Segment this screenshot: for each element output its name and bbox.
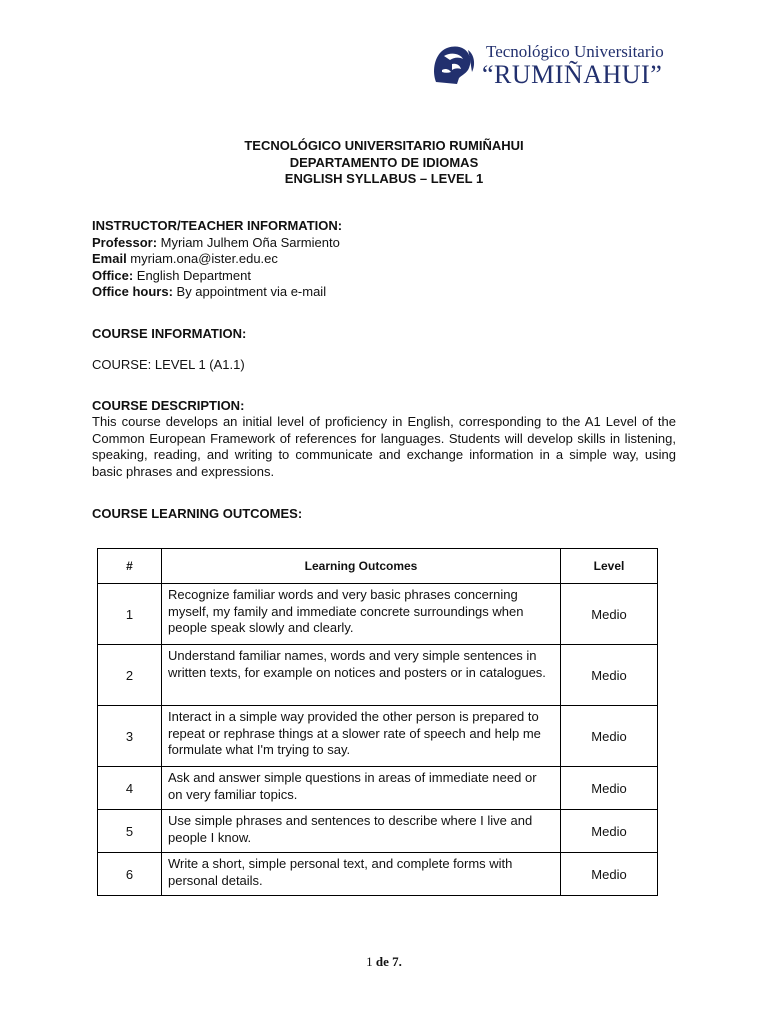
table-row xyxy=(98,584,658,645)
row-level: Medio xyxy=(561,767,658,810)
row-outcome: Use simple phrases and sentences to describe where I live and people I know. xyxy=(162,810,561,853)
email-line xyxy=(92,251,278,266)
row-number: 5 xyxy=(98,810,162,853)
table-row xyxy=(98,645,658,706)
office-hours-value: By appointment via e-mail xyxy=(172,284,327,299)
instructor-heading: INSTRUCTOR/TEACHER INFORMATION: xyxy=(92,218,343,233)
column-header-level: Level xyxy=(561,549,658,584)
office-hours-label: Office hours: xyxy=(92,284,173,299)
row-outcome: Recognize familiar words and very basic phrases concerning myself, my family and immediate concrete surroundings when people speak slowly and clearly. xyxy=(162,584,561,645)
office-hours-line xyxy=(92,284,326,299)
syllabus-title: ENGLISH SYLLABUS – LEVEL 1 xyxy=(284,171,484,186)
office-value: English Department xyxy=(133,268,251,283)
course-level: COURSE: LEVEL 1 (A1.1) xyxy=(92,357,245,372)
institution-title: TECNOLÓGICO UNIVERSITARIO RUMIÑAHUI xyxy=(244,138,524,153)
email-label: Email xyxy=(92,251,127,266)
row-level: Medio xyxy=(561,645,658,706)
course-description-text: This course develops an initial level of proficiency in English, corresponding to the A1 Level of the Common European Framework of references for languages. Students will develop skills in listening, speaking, reading, and writing to communicate and exchange information in a simple way, using basic phrases and expressions. xyxy=(92,414,676,479)
page-total: 7. xyxy=(392,954,402,969)
logo-text-line1: Tecnológico Universitario xyxy=(486,42,664,61)
column-header-outcomes: Learning Outcomes xyxy=(162,549,561,584)
row-level: Medio xyxy=(561,706,658,767)
table-row xyxy=(98,706,658,767)
office-line xyxy=(92,268,251,283)
department-title: DEPARTAMENTO DE IDIOMAS xyxy=(289,155,479,170)
column-header-number: # xyxy=(98,549,162,584)
course-description-heading: COURSE DESCRIPTION: xyxy=(92,398,245,413)
learning-outcomes-table xyxy=(97,548,658,896)
row-number: 6 xyxy=(98,853,162,896)
page-number xyxy=(0,954,768,970)
row-level: Medio xyxy=(561,810,658,853)
professor-value: Myriam Julhem Oña Sarmiento xyxy=(157,235,340,250)
institution-logo xyxy=(430,40,670,90)
table-header-row xyxy=(98,549,658,584)
learning-outcomes-heading: COURSE LEARNING OUTCOMES: xyxy=(92,506,303,521)
row-number: 2 xyxy=(98,645,162,706)
row-number: 4 xyxy=(98,767,162,810)
row-outcome: Ask and answer simple questions in areas of immediate need or on very familiar topics. xyxy=(162,767,561,810)
table-row xyxy=(98,767,658,810)
table-row xyxy=(98,810,658,853)
row-number: 1 xyxy=(98,584,162,645)
table-row xyxy=(98,853,658,896)
row-number: 3 xyxy=(98,706,162,767)
email-value: myriam.ona@ister.edu.ec xyxy=(126,251,278,266)
office-label: Office: xyxy=(92,268,134,283)
professor-line xyxy=(92,235,340,250)
row-outcome: Understand familiar names, words and very simple sentences in written texts, for example on notices and posters or in catalogues. xyxy=(162,645,561,706)
row-level: Medio xyxy=(561,584,658,645)
logo-text-line2: “RUMIÑAHUI” xyxy=(482,60,663,89)
professor-label: Professor: xyxy=(92,235,158,250)
row-level: Medio xyxy=(561,853,658,896)
row-outcome: Write a short, simple personal text, and complete forms with personal details. xyxy=(162,853,561,896)
row-outcome: Interact in a simple way provided the other person is prepared to repeat or rephrase things at a slower rate of speech and help me formulate what I'm trying to say. xyxy=(162,706,561,767)
page-de: de xyxy=(375,954,389,969)
course-info-heading: COURSE INFORMATION: xyxy=(92,326,247,341)
page-current: 1 xyxy=(366,954,373,969)
rumiñahui-head-icon xyxy=(430,42,476,86)
